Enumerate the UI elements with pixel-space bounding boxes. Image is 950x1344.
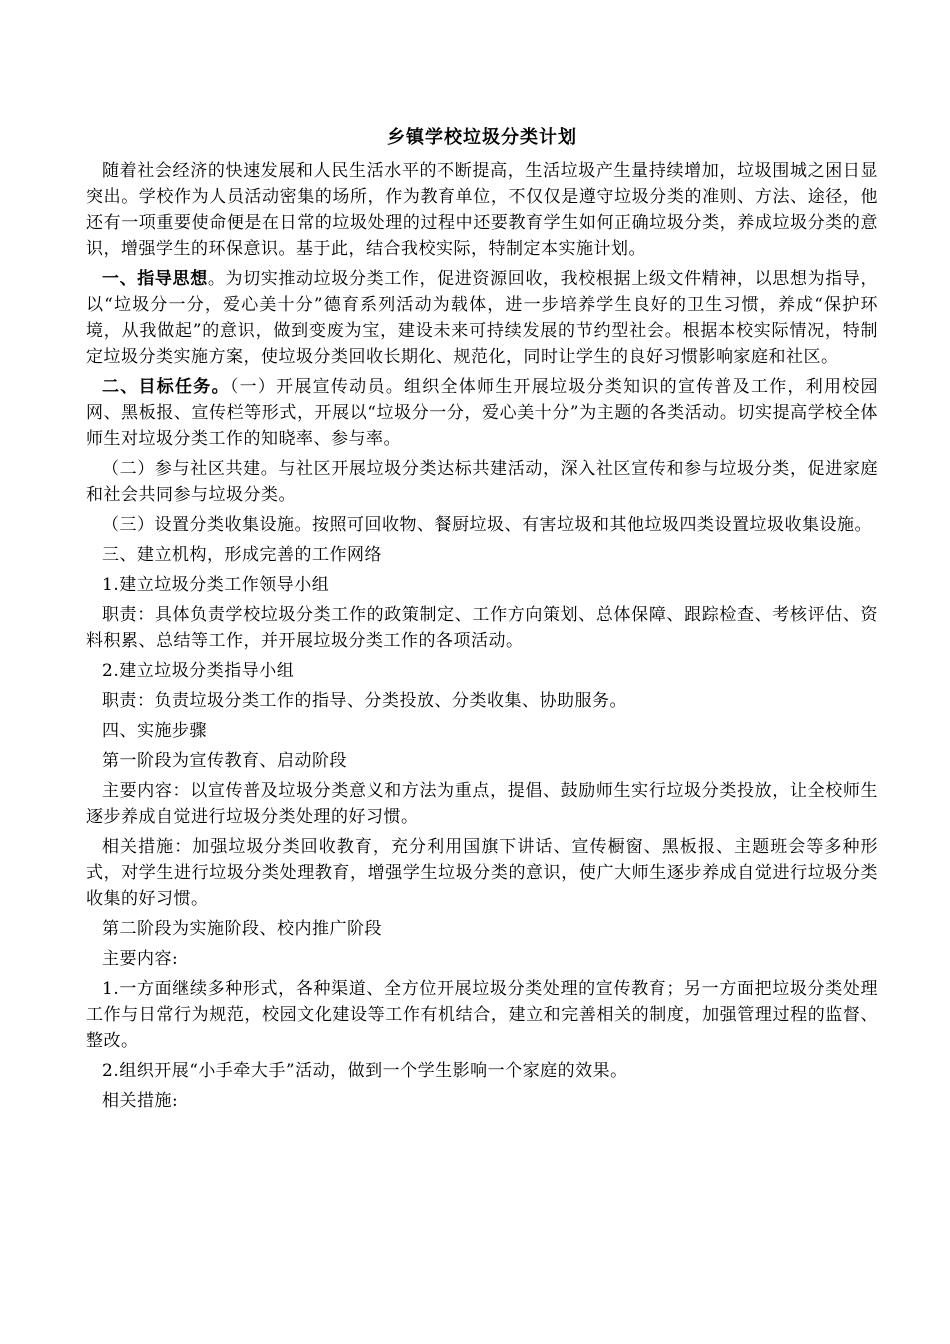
- list-item: 2.建立垃圾分类指导小组: [102, 661, 295, 681]
- goal-paragraph: （二）参与社区共建。与社区开展垃圾分类达标共建活动，深入社区宣传和参与垃圾分类，促进家庭和社会共同参与垃圾分类。: [86, 459, 878, 505]
- section-goals: [86, 374, 878, 452]
- document-page: [86, 124, 878, 1118]
- section-guiding-ideology: [86, 266, 878, 370]
- section-heading: 三、建立机构，形成完善的工作网络: [102, 545, 382, 565]
- section-heading: 四、实施步骤: [102, 721, 207, 741]
- section-heading: 一、指导思想: [102, 269, 208, 289]
- duty-paragraph: 职责：负责垃圾分类工作的指导、分类投放、分类收集、协助服务。: [102, 691, 627, 711]
- document-title: 乡镇学校垃圾分类计划: [387, 127, 577, 148]
- section-heading: 二、目标任务。: [102, 377, 230, 397]
- section-text: 。为切实推动垃圾分类工作，促进资源回收，我校根据上级文件精神，以思想为指导，以“垃圾分一分，爱心美十分”德育系列活动为载体，进一步培养学生良好的卫生习惯，养成“保护环境，从我做起”的意识，做到变废为宝，建设未来可持续发展的节约型社会。根据本校实际情况，特制定垃圾分类实施方案，使垃圾分类回收长期化、规范化，同时让学生的良好习惯影响家庭和社区。: [86, 269, 879, 367]
- phase-measures: 相关措施：加强垃圾分类回收教育，充分利用国旗下讲话、宣传橱窗、黑板报、主题班会等多种形式，对学生进行垃圾分类处理教育，增强学生垃圾分类的意识，使广大师生逐步养成自觉进行垃圾分类收集的好习惯。: [86, 837, 878, 909]
- phase-title: 第一阶段为宣传教育、启动阶段: [102, 751, 347, 771]
- phase-measures-label: 相关措施:: [102, 1091, 179, 1111]
- intro-paragraph: 随着社会经济的快速发展和人民生活水平的不断提高，生活垃圾产生量持续增加，垃圾围城之困日显突出。学校作为人员活动密集的场所，作为教育单位，不仅仅是遵守垃圾分类的准则、方法、途径，他还有一项重要使命便是在日常的垃圾处理的过程中还要教育学生如何正确垃圾分类，养成垃圾分类的意识，增强学生的环保意识。基于此，结合我校实际，特制定本实施计划。: [86, 161, 878, 259]
- list-item: 1.建立垃圾分类工作领导小组: [102, 575, 330, 595]
- phase-content-label: 主要内容:: [102, 949, 179, 969]
- duty-paragraph: 职责：具体负责学校垃圾分类工作的政策制定、工作方向策划、总体保障、跟踪检查、考核评估、资料积累、总结等工作，并开展垃圾分类工作的各项活动。: [86, 605, 878, 651]
- list-item: 2.组织开展“小手牵大手”活动，做到一个学生影响一个家庭的效果。: [102, 1061, 628, 1081]
- list-item: 1.一方面继续多种形式，各种渠道、全方位开展垃圾分类处理的宣传教育；另一方面把垃圾分类处理工作与日常行为规范，校园文化建设等工作有机结合，建立和完善相关的制度，加强管理过程的监督、整改。: [86, 979, 878, 1051]
- phase-title: 第二阶段为实施阶段、校内推广阶段: [102, 919, 382, 939]
- phase-content: 主要内容：以宣传普及垃圾分类意义和方法为重点，提倡、鼓励师生实行垃圾分类投放，让全校师生逐步养成自觉进行垃圾分类处理的好习惯。: [86, 781, 878, 827]
- section-text: （一）开展宣传动员。组织全体师生开展垃圾分类知识的宣传普及工作，利用校园网、黑板报、宣传栏等形式，开展以“垃圾分一分，爱心美十分”为主题的各类活动。切实提高学校全体师生对垃圾分类工作的知晓率、参与率。: [86, 377, 879, 449]
- goal-paragraph: （三）设置分类收集设施。按照可回收物、餐厨垃圾、有害垃圾和其他垃圾四类设置垃圾收集设施。: [102, 515, 872, 535]
